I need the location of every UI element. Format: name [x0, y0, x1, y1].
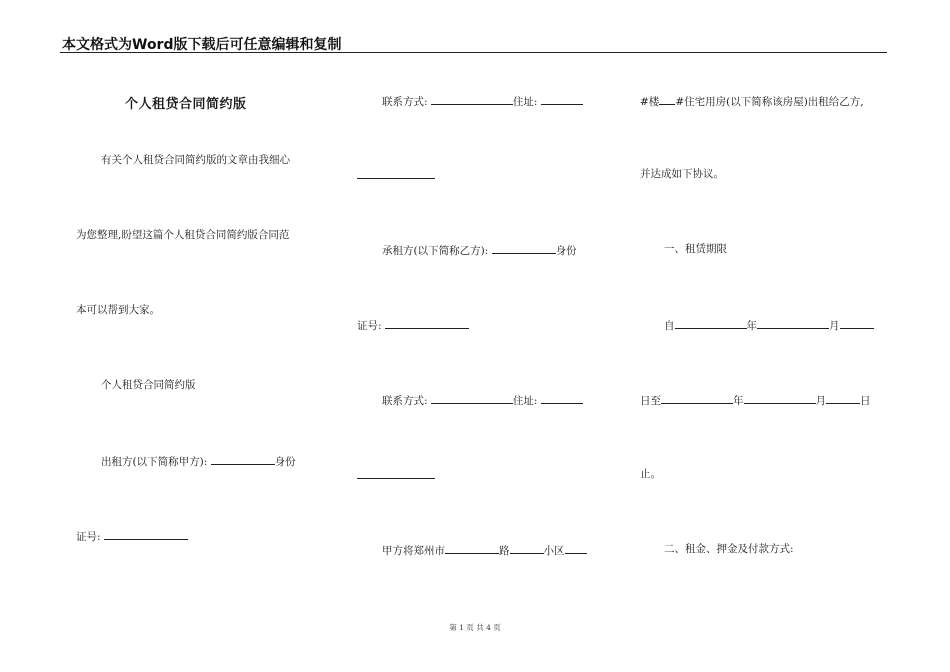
tenant-id-blank[interactable]	[385, 317, 469, 329]
intro-line-1: 有关个人租贷合同简约版的文章由我细心	[101, 154, 290, 166]
month-label: 月	[815, 395, 826, 407]
id-label: 证号:	[357, 320, 382, 332]
agreement-line: 并达成如下协议。	[640, 168, 724, 180]
month-label: 月	[829, 320, 840, 332]
lease-prefix: 甲方将郑州市	[382, 545, 445, 557]
tenant-label: 承租方(以下简称乙方):	[382, 245, 489, 257]
landlord-line	[101, 453, 296, 469]
contact-label: 联系方式:	[382, 96, 428, 108]
road-label: 路	[499, 545, 510, 557]
tenant-address-blank-2[interactable]	[357, 467, 435, 479]
year-label: 年	[733, 395, 744, 407]
landlord-contact-blank[interactable]	[431, 93, 513, 105]
section-lease-term: 一、租赁期限	[664, 243, 727, 255]
tenant-line	[382, 242, 577, 258]
premises-line	[640, 93, 864, 109]
road-blank[interactable]	[445, 542, 499, 554]
contract-subtitle: 个人租贷合同简约版	[101, 379, 196, 391]
end-year-blank[interactable]	[661, 392, 733, 404]
start-day-blank[interactable]	[840, 317, 874, 329]
id-suffix: 身份	[274, 456, 296, 468]
landlord-address-blank[interactable]	[541, 93, 583, 105]
day-label: 日	[860, 395, 871, 407]
unit-blank[interactable]	[659, 93, 675, 105]
tenant-address-cont	[357, 467, 435, 483]
landlord-address-cont	[357, 167, 435, 183]
landlord-label: 出租方(以下简称甲方):	[101, 456, 208, 468]
landlord-contact-line	[382, 93, 583, 109]
address-label: 住址:	[512, 395, 538, 407]
district-label: 小区	[543, 545, 565, 557]
tenant-name-blank[interactable]	[492, 242, 556, 254]
header-divider	[60, 52, 887, 53]
landlord-id-blank[interactable]	[104, 528, 188, 540]
address-label: 住址:	[512, 96, 538, 108]
landlord-address-blank-2[interactable]	[357, 167, 435, 179]
building-label: #楼	[640, 96, 660, 108]
lease-start-line	[664, 317, 874, 333]
end-month-blank[interactable]	[744, 392, 816, 404]
start-year-blank[interactable]	[675, 317, 747, 329]
tenant-id-line	[357, 317, 469, 333]
landlord-id-line	[76, 528, 188, 544]
page-title: 个人租贷合同简约版	[125, 97, 247, 112]
lease-end-line	[640, 392, 871, 408]
landlord-name-blank[interactable]	[211, 453, 275, 465]
document-header: 本文格式为Word版下载后可任意编辑和复制	[62, 37, 342, 53]
lease-end-text: 止。	[640, 468, 661, 480]
contact-label: 联系方式:	[382, 395, 428, 407]
tenant-address-blank[interactable]	[541, 392, 583, 404]
district-blank[interactable]	[510, 542, 544, 554]
id-label: 证号:	[76, 531, 101, 543]
id-suffix: 身份	[555, 245, 577, 257]
from-label: 自	[664, 320, 675, 332]
intro-line-3: 本可以帮到大家。	[76, 304, 160, 316]
premises-text: #住宅用房(以下简称该房屋)出租给乙方,	[675, 96, 864, 108]
page-footer: 第 1 页 共 4 页	[449, 623, 501, 632]
section-rent-deposit: 二、租金、押金及付款方式:	[664, 543, 794, 555]
building-blank[interactable]	[565, 542, 587, 554]
day-to-label: 日至	[640, 395, 661, 407]
year-label: 年	[746, 320, 757, 332]
lease-location-line	[382, 542, 587, 558]
end-day-blank[interactable]	[826, 392, 860, 404]
tenant-contact-line	[382, 392, 583, 408]
start-month-blank[interactable]	[757, 317, 829, 329]
intro-line-2: 为您整理,盼望这篇个人租贷合同简约版合同范	[76, 229, 290, 241]
tenant-contact-blank[interactable]	[431, 392, 513, 404]
